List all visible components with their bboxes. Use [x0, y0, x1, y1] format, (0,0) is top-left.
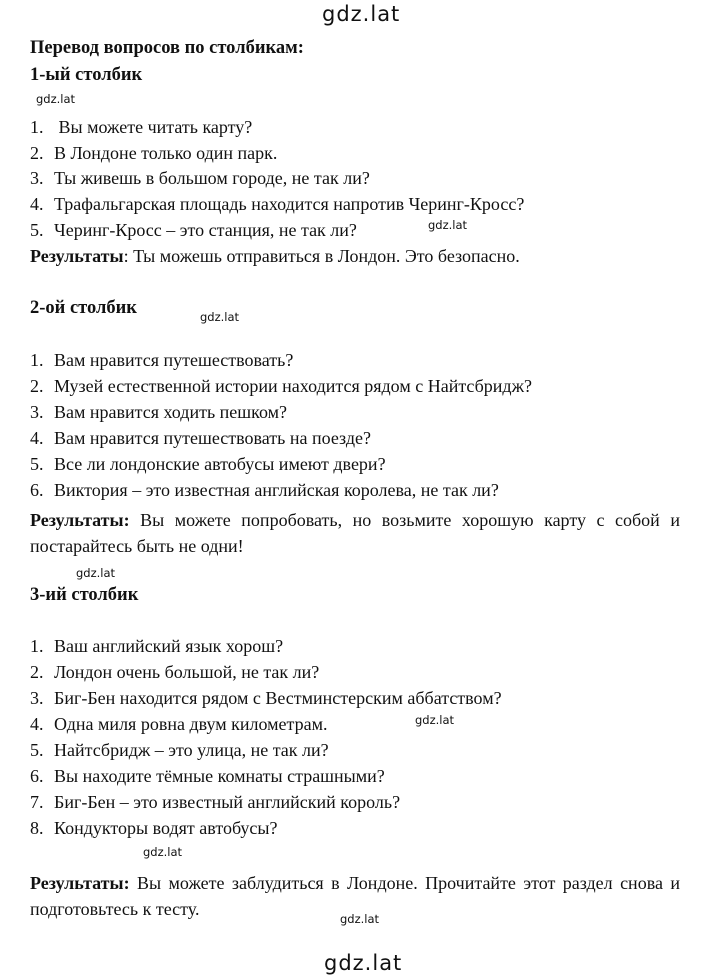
result-label: Результаты: — [30, 873, 130, 893]
result-label: Результаты — [30, 246, 124, 266]
list-item: 4. Одна миля ровна двум километрам. — [30, 714, 328, 734]
list-item: 4. Трафальгарская площадь находится напротив Черинг-Кросс? — [30, 194, 525, 214]
list-item: 8. Кондукторы водят автобусы? — [30, 818, 278, 838]
watermark: gdz.lat — [76, 566, 116, 580]
section-heading-col2: 2-ой столбик — [30, 298, 137, 318]
list-item: 4. Вам нравится путешествовать на поезде? — [30, 428, 371, 448]
list-item: 2. В Лондоне только один парк. — [30, 143, 278, 163]
watermark: gdz.lat — [143, 845, 183, 859]
list-item: 2. Музей естественной истории находится рядом с Найтсбридж? — [30, 376, 533, 396]
watermark: gdz.lat — [415, 713, 455, 727]
watermark: gdz.lat — [200, 310, 240, 324]
list-item: 6. Вы находите тёмные комнаты страшными? — [30, 766, 385, 786]
watermark: gdz.lat — [340, 912, 380, 926]
watermark-top: gdz.lat — [322, 2, 401, 26]
list-item: 5. Все ли лондонские автобусы имеют двери? — [30, 454, 386, 474]
result-label: Результаты: — [30, 510, 130, 530]
result-col2: Результаты: Вы можете попробовать, но возьмите хорошую карту с собой и постарайтесь быть не одни! — [30, 510, 680, 556]
list-item: 6. Виктория – это известная английская королева, не так ли? — [30, 480, 499, 500]
list-item: 1. Вам нравится путешествовать? — [30, 350, 294, 370]
list-item: 5. Найтсбридж – это улица, не так ли? — [30, 740, 329, 760]
page-title: Перевод вопросов по столбикам: — [30, 38, 304, 58]
list-item: 1. Ваш английский язык хорош? — [30, 636, 284, 656]
watermark: gdz.lat — [428, 218, 468, 232]
list-item: 1. Вы можете читать карту? — [30, 117, 253, 137]
result-col1: Результаты: Ты можешь отправиться в Лондон. Это безопасно. — [30, 246, 520, 266]
list-item: 3. Вам нравится ходить пешком? — [30, 402, 288, 422]
list-item: 3. Биг-Бен находится рядом с Вестминстерским аббатством? — [30, 688, 502, 708]
list-item: 5. Черинг-Кросс – это станция, не так ли? — [30, 220, 357, 240]
section-heading-col3: 3-ий столбик — [30, 585, 139, 605]
result-col3: Результаты: Вы можете заблудиться в Лондоне. Прочитайте этот раздел снова и подготовьтесь к тесту. — [30, 873, 680, 919]
list-item: 2. Лондон очень большой, не так ли? — [30, 662, 320, 682]
section-heading-col1: 1-ый столбик — [30, 65, 143, 85]
watermark-bottom: gdz.lat — [324, 951, 403, 975]
list-item: 7. Биг-Бен – это известный английский король? — [30, 792, 401, 812]
watermark: gdz.lat — [36, 92, 76, 106]
list-item: 3. Ты живешь в большом городе, не так ли? — [30, 168, 370, 188]
